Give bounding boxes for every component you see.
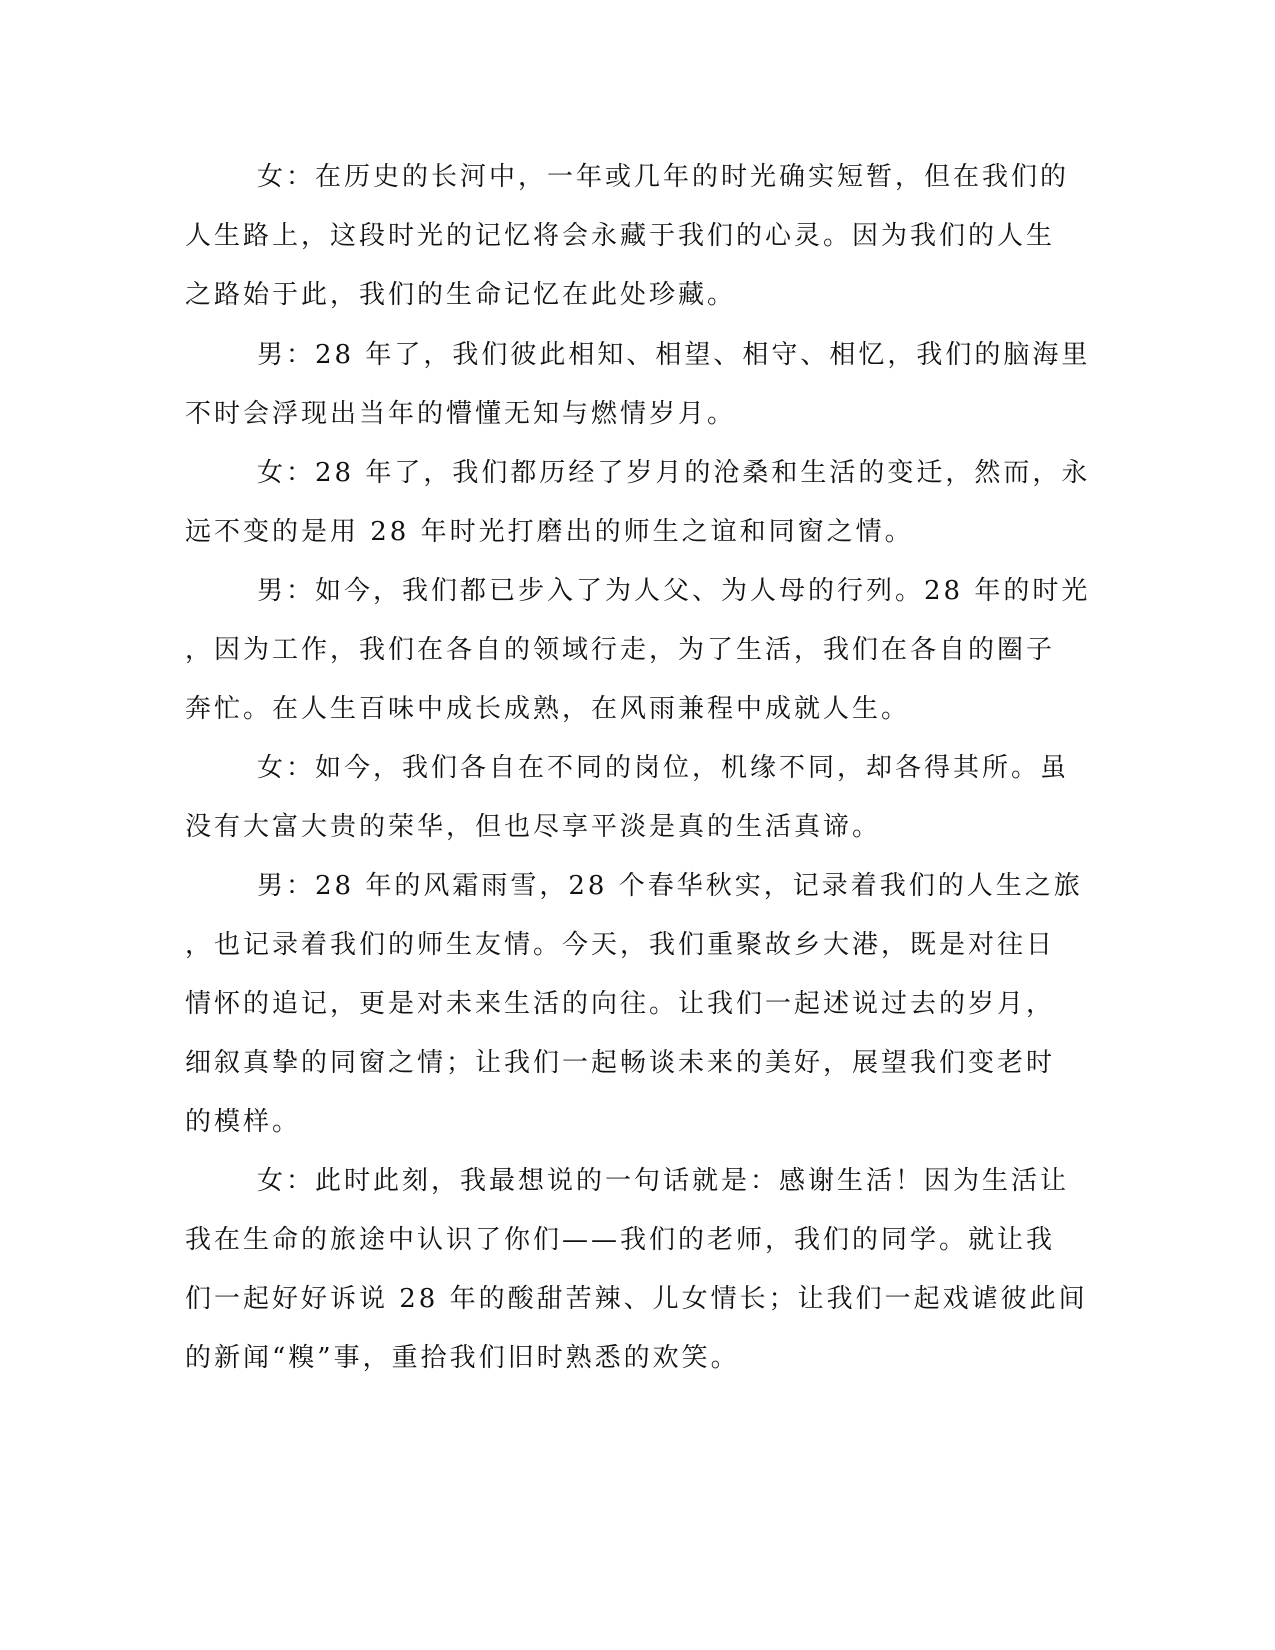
text-line: 情怀的追记，更是对未来生活的向往。让我们一起述说过去的岁月， xyxy=(185,989,1056,1019)
text-line: 不时会浮现出当年的懵懂无知与燃情岁月。 xyxy=(185,399,737,429)
text-line: ，因为工作，我们在各自的领域行走，为了生活，我们在各自的圈子 xyxy=(185,635,1056,665)
text-line: 的模样。 xyxy=(185,1107,302,1137)
text-line: 女：在历史的长河中，一年或几年的时光确实短暂，但在我们的 xyxy=(257,162,1070,192)
text-line: 们一起好好诉说 28 年的酸甜苦辣、儿女情长；让我们一起戏谑彼此间 xyxy=(185,1284,1088,1314)
text-line: 没有大富大贵的荣华，但也尽享平淡是真的生活真谛。 xyxy=(185,812,882,842)
text-line: 我在生命的旅途中认识了你们——我们的老师，我们的同学。就让我 xyxy=(185,1225,1056,1255)
text-line: 男：如今，我们都已步入了为人父、为人母的行列。28 年的时光 xyxy=(257,576,1091,606)
text-line: 远不变的是用 28 年时光打磨出的师生之谊和同窗之情。 xyxy=(185,517,914,547)
text-line: 女：如今，我们各自在不同的岗位，机缘不同，却各得其所。虽 xyxy=(257,753,1070,783)
text-line: 奔忙。在人生百味中成长成熟，在风雨兼程中成就人生。 xyxy=(185,694,911,724)
text-line: 女：28 年了，我们都历经了岁月的沧桑和生活的变迁，然而，永 xyxy=(257,458,1091,488)
text-line: 男：28 年了，我们彼此相知、相望、相守、相忆，我们的脑海里 xyxy=(257,340,1091,370)
text-line: 人生路上，这段时光的记忆将会永藏于我们的心灵。因为我们的人生 xyxy=(185,221,1056,251)
text-line: 男：28 年的风霜雨雪，28 个春华秋实，记录着我们的人生之旅 xyxy=(257,871,1083,901)
text-line: 之路始于此，我们的生命记忆在此处珍藏。 xyxy=(185,280,737,310)
text-line: 的新闻“糗”事，重拾我们旧时熟悉的欢笑。 xyxy=(185,1343,740,1373)
text-line: ，也记录着我们的师生友情。今天，我们重聚故乡大港，既是对往日 xyxy=(185,930,1056,960)
text-line: 细叙真挚的同窗之情；让我们一起畅谈未来的美好，展望我们变老时 xyxy=(185,1048,1056,1078)
text-line: 女：此时此刻，我最想说的一句话就是：感谢生活！因为生活让 xyxy=(257,1166,1070,1196)
